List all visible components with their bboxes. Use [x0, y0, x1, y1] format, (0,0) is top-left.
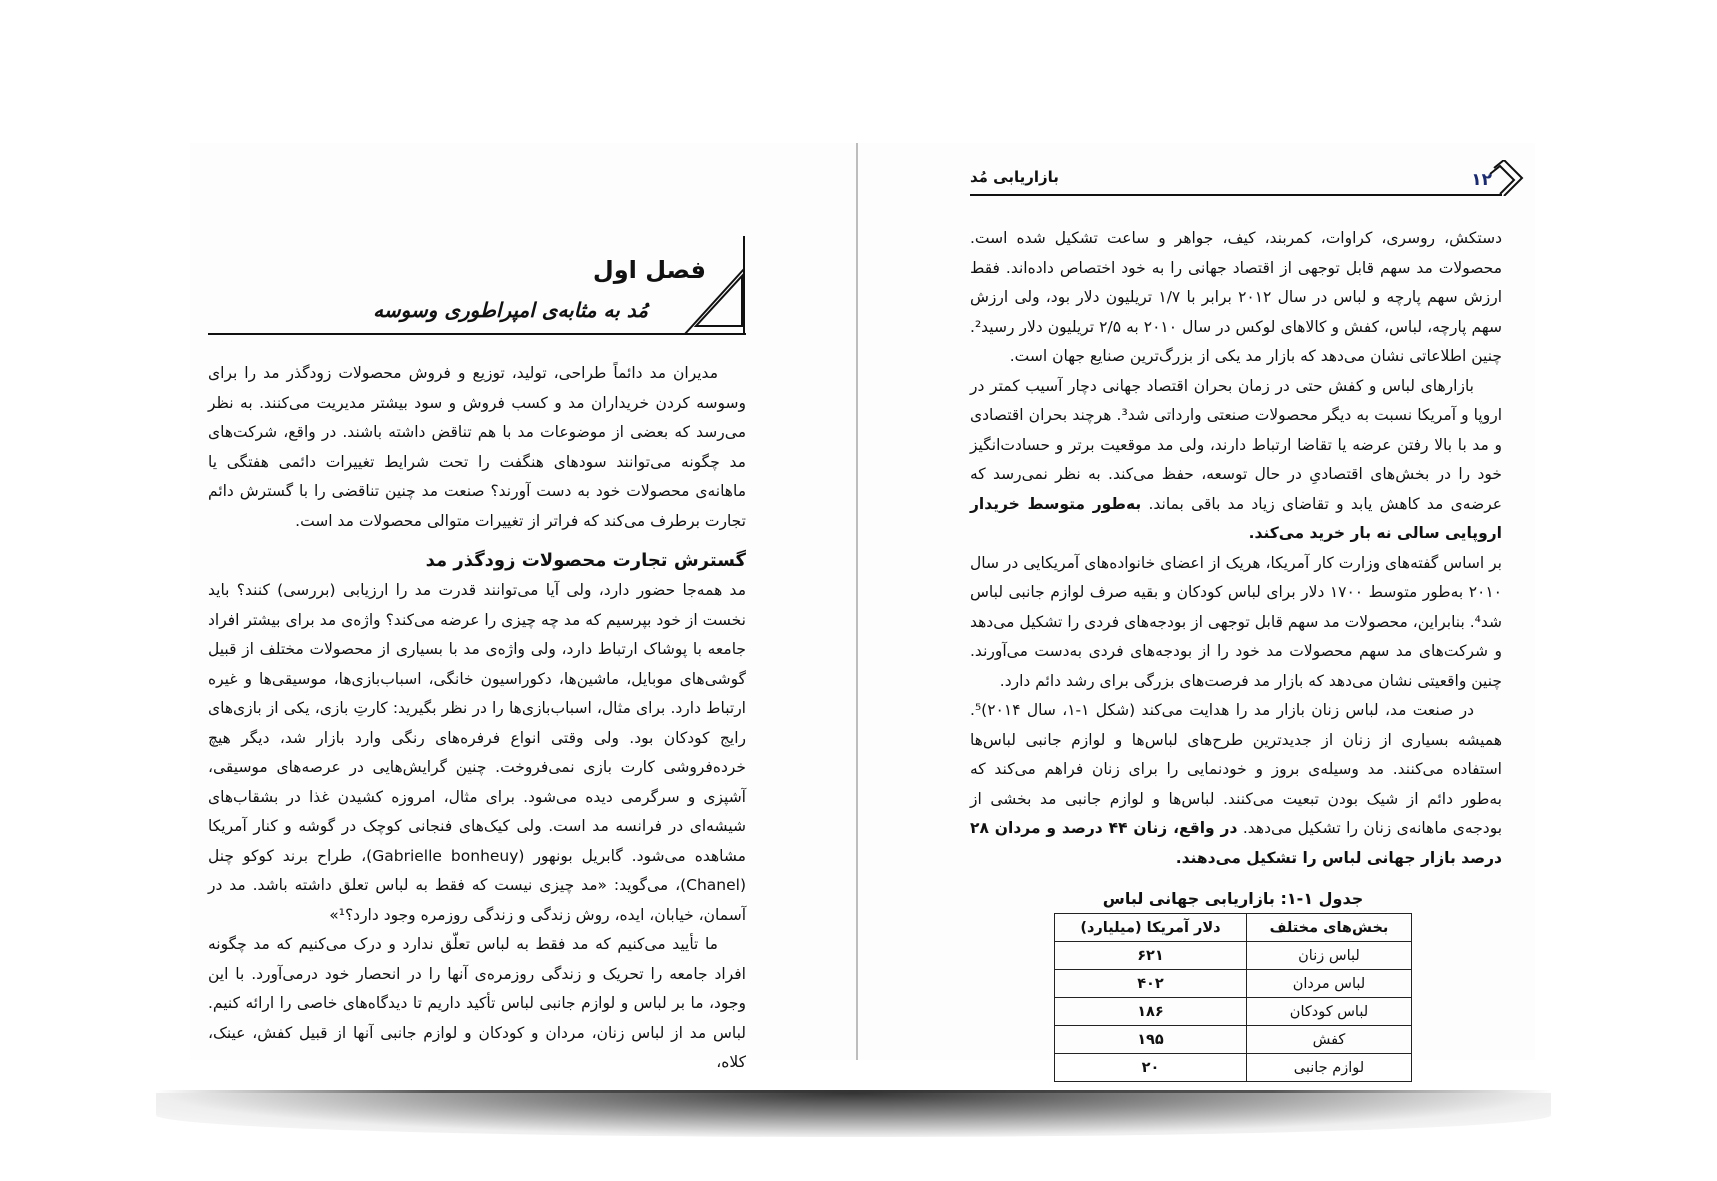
chapter-title: مُد به مثابه‌ی امپراطوری وسوسه: [373, 298, 648, 322]
paragraph-3: بر اساس گفته‌های وزارت کار آمریکا، هریک از اعضای خانواده‌های آمریکایی در سال ۲۰۱۰ به‌طور متوسط ۱۷۰۰ دلار برای لباس کودکان و بقیه صرف لوازم جانبی لباس شد⁴. بنابراین، محصولات مد سهم قابل توجهی از بودجه‌های فردی را تشکیل می‌دهد و شرکت‌های مد سهم محصولات مد خود را از بودجه‌های فردی به‌دست می‌آورند. چنین واقعیتی نشان می‌دهد که بازار مد فرصت‌های بزرگی برای رشد دائم دارد.: [970, 553, 1503, 690]
table-row: [1055, 998, 1412, 1026]
table-row: [1055, 1026, 1412, 1054]
cell-value: ۲۰: [1055, 1054, 1247, 1082]
left-page: [208, 236, 746, 1078]
paragraph-4-text: در صنعت مد، لباس زنان بازار مد را هدایت می‌کند (شکل ۱-۱، سال ۲۰۱۴)⁵. همیشه بسیاری از زنان از جدیدترین طرح‌های لباس‌ها و لوازم جانبی لباس‌ها استفاده می‌کنند. مد وسیله‌ی بروز و خودنمایی را برای زنان فراهم می‌کند که به‌طور دائم از شیک بودن تبعیت می‌کنند. لباس‌ها و لوازم جانبی مد بخشی از بودجه‌ی ماهانه‌ی زنان را تشکیل می‌دهد.: [970, 701, 1503, 837]
paragraph-2: [970, 372, 1502, 549]
cell-value: ۱۹۵: [1055, 1026, 1247, 1054]
cell-segment: لباس زنان: [1246, 942, 1411, 970]
table-row: [1055, 1054, 1412, 1082]
section-heading: گسترش تجارت محصولات زودگذر مد: [425, 550, 746, 571]
market-table: [1054, 913, 1412, 1082]
chapter-header: [208, 236, 746, 335]
header-segment: بخش‌های مختلف: [1246, 914, 1411, 942]
cell-segment: لباس مردان: [1246, 970, 1411, 998]
table-header-row: [1055, 914, 1412, 942]
market-table-block: [1054, 885, 1412, 1082]
header-value: دلار آمریکا (میلیارد): [1055, 914, 1247, 942]
table-row: [1055, 942, 1412, 970]
paragraph-2-bold: به‌طور متوسط خریدار اروپایی سالی نه بار خرید می‌کند.: [970, 494, 1502, 542]
running-title: بازاریابی مُد: [970, 168, 1059, 186]
cell-segment: کفش: [1246, 1026, 1411, 1054]
cell-segment: لباس کودکان: [1246, 998, 1411, 1026]
table-caption: جدول ۱-۱: بازاریابی جهانی لباس: [1102, 889, 1364, 908]
paragraph-4-bold: در واقع، زنان ۴۴ درصد و مردان ۲۸ درصد بازار جهانی لباس را تشکیل می‌دهند.: [970, 819, 1502, 867]
intro-paragraph: مدیران مد دائماً طراحی، تولید، توزیع و فروش محصولات زودگذر مد را برای وسوسه کردن خریداران مد و کسب فروش و سود بیشتر مدیریت می‌کنند. به نظر می‌رسد که بعضی از موضوعات مد با هم تناقض داشته باشند. در واقع، شرکت‌های مد چگونه می‌توانند سودهای هنگفت را تحت شرایط تغییرات دائمی هفتگی یا ماهانه‌ی محصولات خود به دست آورند؟ صنعت مد چنین تناقضی را با گسترش دائم تجارت برطرف می‌کند که فراتر از تغییرات متوالی محصولات مد است.: [208, 364, 746, 530]
chapter-triangle-ornament-icon: [666, 236, 746, 335]
cell-value: ۶۲۱: [1055, 942, 1247, 970]
closing-paragraph: ما تأیید می‌کنیم که مد فقط به لباس تعلّق ندارد و درک می‌کنیم که مد چگونه افراد جامعه را تحریک و زندگی روزمره‌ی آنها را در انحصار خود درمی‌آورد. با این وجود، ما بر لباس و لوازم جانبی لباس تأکید داریم تا دیدگاه‌های خاصی را ارائه کنیم. لباس مد از لباس زنان، مردان و کودکان و لوازم جانبی آنها از قبیل کفش، عینک، کلاه،: [208, 935, 746, 1071]
right-page: [970, 168, 1502, 1082]
book-shadow: [156, 1093, 1551, 1137]
table-row: [1055, 970, 1412, 998]
cell-segment: لوازم جانبی: [1246, 1054, 1411, 1082]
cell-value: ۱۸۶: [1055, 998, 1247, 1026]
section-paragraph: مد همه‌جا حضور دارد، ولی آیا می‌توانند قدرت مد را ارزیابی (بررسی) کنند؟ باید نخست از خود بپرسیم که مد چه چیزی را عرضه می‌کند؟ واژه‌ی مد برای بیشتر افراد جامعه با پوشاک ارتباط دارد، ولی واژه‌ی مد با بسیاری از محصولات مختلف از قبیل گوشی‌های موبایل، ماشین‌ها، دکوراسیون خانگی، اسباب‌بازی‌ها، موسیقی‌ها و غیره ارتباط دارد. برای مثال، اسباب‌بازی‌ها را در نظر بگیرید: کارتِ بازی، یکی از بازی‌های رایج کودکان بود. ولی وقتی انواع فرفره‌های رنگی وارد بازار شد، دیگر هیچ خرده‌فروشی کارت بازی نمی‌فروخت. چنین گرایش‌هایی در عرصه‌های موسیقی، آشپزی و سرگرمی دیده می‌شود. برای مثال، امروزه کشیدن غذا در بشقاب‌های شیشه‌ای در فرانسه مد است. ولی کیک‌های فنجانی کوچک در گوشه و کنار آمریکا مشاهده می‌شود. گابریل بونهور (Gabrielle bonheuy)، طراح برند کوکو چنل (Chanel)، می‌گوید: «مد چیزی نیست که فقط به لباس تعلق داشته باشد. مد در آسمان، خیابان، ایده، روش زندگی و زندگی روزمره وجود دارد؟¹»: [208, 581, 746, 924]
paragraph-2-text: بازارهای لباس و کفش حتی در زمان بحران اقتصاد جهانی دچار آسیب کمتر در اروپا و آمریکا نسبت به دیگر محصولات صنعتی وارداتی شد³. هرچند بحران اقتصادی و مد با بالا رفتن عرضه یا تقاضا ارتباط دارند، ولی مد موقعیت برتر و حسادت‌انگیز خود را در بخش‌های اقتصادیِ در حال توسعه، حفظ می‌کند. به نظر نمی‌رسد که عرضه‌ی مد کاهش یابد و تقاضای زیاد مد باقی بماند.: [970, 376, 1503, 513]
paragraph-1: دستکش، روسری، کراوات، کمربند، کیف، جواهر و ساعت تشکیل شده است. محصولات مد سهم قابل توجهی از اقتصاد جهانی را به خود اختصاص داده‌اند. فقط ارزش سهم پارچه و لباس در سال ۲۰۱۲ برابر با ۱/۷ تریلیون دلار بود، ولی ارزش سهم پارچه، لباس، کفش و کالاهای لوکس در سال ۲۰۱۰ به ۲/۵ تریلیون دلار رسید². چنین اطلاعاتی نشان می‌دهد که بازار مد یکی از بزرگ‌ترین صنایع جهان است.: [970, 229, 1503, 365]
cell-value: ۴۰۲: [1055, 970, 1247, 998]
book-spine: [856, 143, 858, 1060]
running-header: [970, 168, 1502, 196]
page-number: ۱۲: [1471, 170, 1492, 190]
chapter-label: فصل اول: [592, 256, 706, 284]
paragraph-4: [970, 696, 1502, 873]
